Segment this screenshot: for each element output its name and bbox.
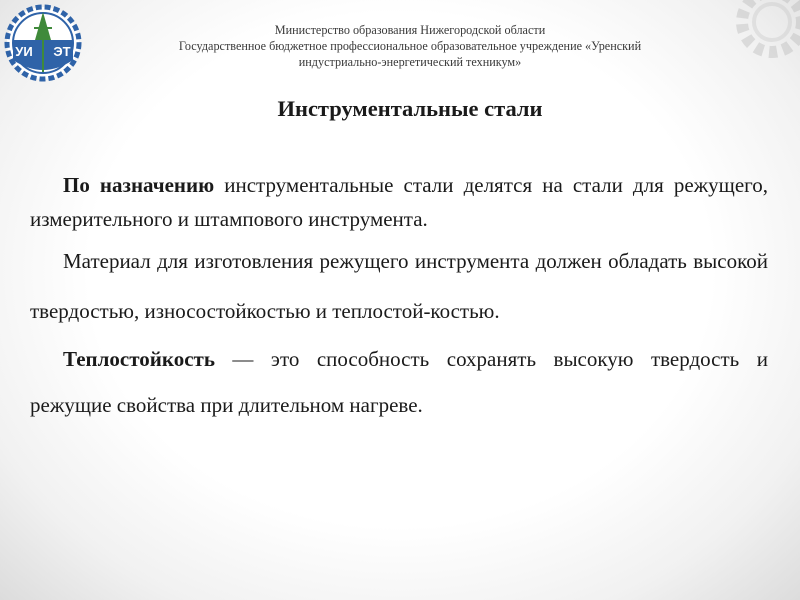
header-institution-cont: индустриально-энергетический техникум» — [298, 55, 522, 69]
header-institution: Государственное бюджетное профессиональное образовательное учреждение «Уренский — [178, 39, 642, 53]
paragraph-purpose-text: инструментальные стали делятся на стали для режущего, измерительного и штампового инструмента. — [30, 173, 769, 231]
header-ministry: Министерство образования Нижегородской области — [274, 23, 546, 37]
slide-title: Инструментальные стали — [277, 96, 543, 121]
college-logo-icon — [4, 4, 82, 82]
slide-body — [30, 168, 768, 428]
term-purpose: По назначению — [63, 173, 215, 197]
institution-header — [100, 22, 720, 70]
logo-letters-right: ЭТ — [53, 44, 71, 59]
gear-decoration-icon — [710, 0, 800, 80]
paragraph-heat-resistance — [30, 336, 768, 428]
logo-letters-left: УИ — [15, 44, 33, 59]
paragraph-purpose — [30, 168, 768, 236]
paragraph-material-text: Материал для изготовления режущего инструмента должен обладать высокой твердостью, износостойкостью и теплостой-костью. — [30, 249, 768, 323]
paragraph-material — [30, 236, 768, 336]
term-heat-resistance: Теплостойкость — [63, 347, 215, 371]
paragraph-heat-resistance-text: — это способность сохранять высокую твердость и режущие свойства при длительном нагреве. — [30, 347, 768, 417]
